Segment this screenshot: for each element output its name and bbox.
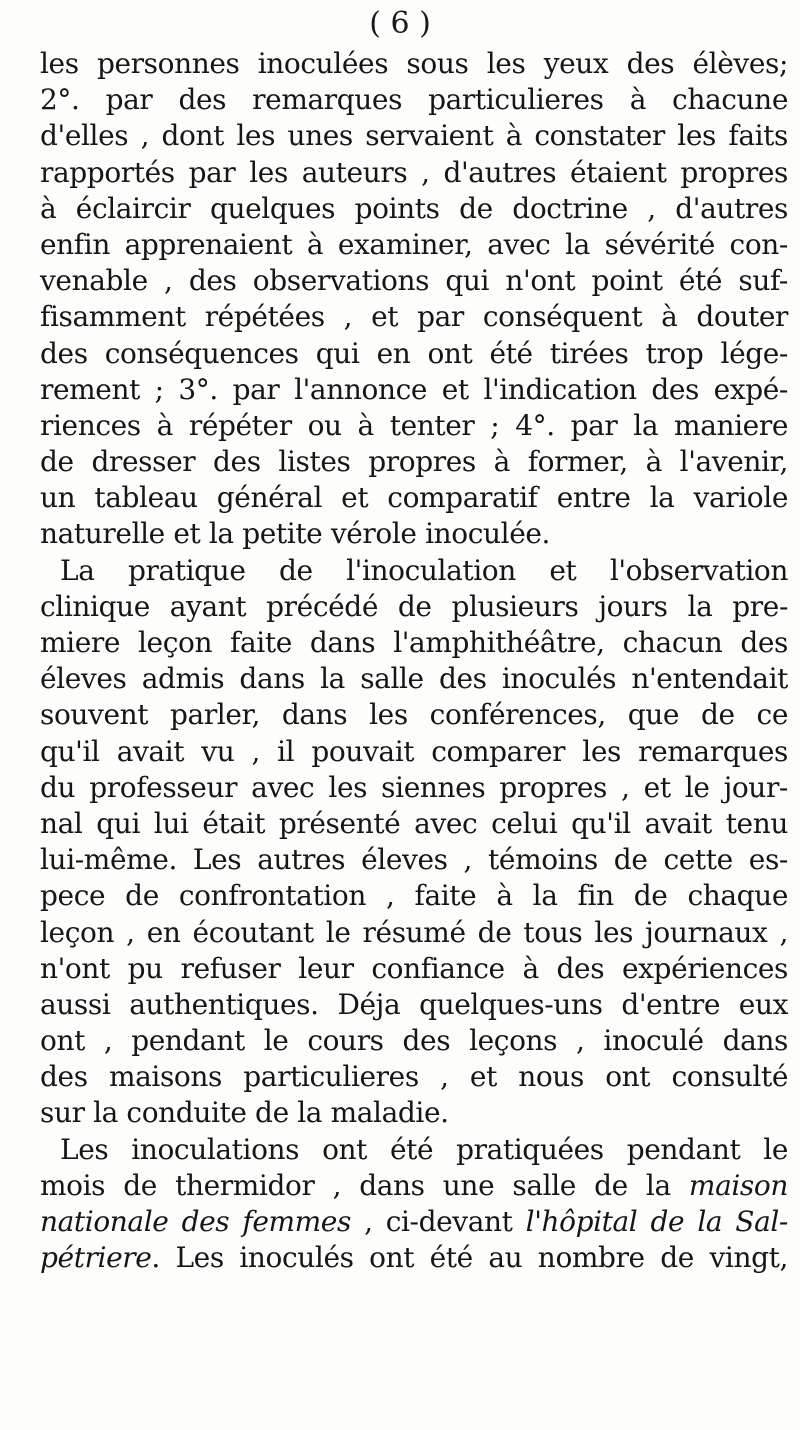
text-line: qu'il avait vu , il pouvait comparer les remarques xyxy=(40,734,788,768)
text-line xyxy=(40,1204,788,1240)
text-line: les personnes inoculées sous les yeux des élèves; xyxy=(40,47,788,80)
text-line: clinique ayant précédé de plusieurs jours la pre- xyxy=(40,589,788,623)
text-line: n'ont pu refuser leur confiance à des expériences xyxy=(40,951,788,985)
text-line xyxy=(40,1168,788,1204)
text-line: du professeur avec les siennes propres , et le jour- xyxy=(40,770,788,804)
text-line: aussi authentiques. Déja quelques-uns d'entre eux xyxy=(40,987,788,1021)
text-line: lui-même. Les autres éleves , témoins de cette es- xyxy=(40,843,788,877)
page-number: ( 6 ) xyxy=(369,6,431,41)
text-line: un tableau général et comparatif entre la variole xyxy=(40,481,788,515)
italic-segment: nationale des femmes xyxy=(40,1205,351,1238)
text-line: Les inoculations ont été pratiquées pendant le xyxy=(60,1132,788,1166)
italic-segment: l'hôpital de la Sal- xyxy=(525,1205,788,1238)
text-line: nal qui lui était présenté avec celui qu'il avait tenu xyxy=(40,806,788,840)
text-line: pece de confrontation , faite à la fin de chaque xyxy=(40,879,788,913)
text-line: 2°. par des remarques particulieres à chacune xyxy=(40,83,788,117)
text-line: venable , des observations qui n'ont point été suf- xyxy=(40,264,788,298)
text-line: souvent parler, dans les conférences, que de ce xyxy=(40,698,788,732)
text-segment: . Les inoculés ont été au nombre de vingt, xyxy=(151,1241,788,1275)
text-line: ont , pendant le cours des leçons , inoculé dans xyxy=(40,1024,788,1058)
text-line: fisamment répétées , et par conséquent à douter xyxy=(40,300,788,334)
text-line: rapportés par les auteurs , d'autres étaient propres xyxy=(40,155,788,189)
text-line: La pratique de l'inoculation et l'observation xyxy=(60,553,788,587)
text-line xyxy=(40,1240,788,1276)
text-line: riences à répéter ou à tenter ; 4°. par la maniere xyxy=(40,408,788,442)
italic-segment: maison xyxy=(688,1168,788,1202)
text-line: sur la conduite de la maladie. xyxy=(40,1096,449,1130)
text-line: leçon , en écoutant le résumé de tous les journaux , xyxy=(40,915,788,949)
text-line: des maisons particulieres , et nous ont consulté xyxy=(40,1060,788,1094)
text-line: éleves admis dans la salle des inoculés n'entendait xyxy=(40,662,788,696)
text-line: naturelle et la petite vérole inoculée. xyxy=(40,517,551,551)
text-line: de dresser des listes propres à former, à l'avenir, xyxy=(40,445,788,479)
text-segment: mois de thermidor , dans une salle de la xyxy=(40,1168,671,1202)
text-segment: , ci-devant xyxy=(350,1205,526,1238)
text-line: des conséquences qui en ont été tirées trop lége- xyxy=(40,336,788,370)
text-line: à éclaircir quelques points de doctrine , d'autres xyxy=(40,191,788,225)
text-line: miere leçon faite dans l'amphithéâtre, chacun des xyxy=(40,626,788,659)
text-line: rement ; 3°. par l'annonce et l'indication des expé- xyxy=(40,372,788,406)
text-line: enfin apprenaient à examiner, avec la sévérité con- xyxy=(40,227,788,261)
italic-segment: pétriere xyxy=(40,1241,152,1275)
body-text xyxy=(40,46,788,1276)
text-line: d'elles , dont les unes servaient à constater les faits xyxy=(40,119,788,153)
